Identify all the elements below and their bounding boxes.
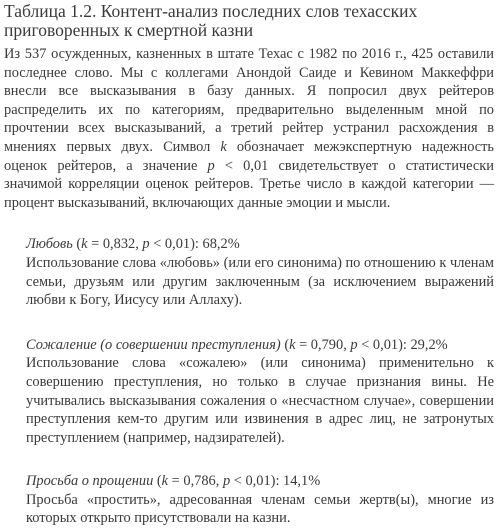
category-term: Просьба о прощении [26, 473, 154, 490]
intro-text-3: < 0,01 свидетельствует о статистически значимой корреляции оценок рейтеров. Третье число в каждой категории — процент высказываний, включающих данные эмоции и мысли. [4, 157, 494, 211]
category-heading [26, 472, 494, 491]
stats-p-symbol: p [222, 473, 231, 490]
intro-text-1: Из 537 осужденных, казненных в штате Техас с 1982 по 2016 г., 425 оставили последнее слово. Мы с коллегами Анондой Саиде и Кевином Маккеффри внесли все высказывания в базу данных. Я попросил двух рейтеров распределить их по категориям, предварительно выделенным мной по прочтении всех высказываний, а третий рейтер устранил расхождения в мнениях первых двух. Символ [4, 46, 494, 155]
table-title-line-2: приговоренных к смертной казни [4, 20, 254, 40]
stats-k-value: = 0,832, [87, 236, 143, 253]
table-title-line-1: Таблица 1.2. Контент-анализ последних слов техасских [4, 1, 418, 21]
category-description: Использование слова «любовь» (или его синонима) по отношению к членам семьи, друзьям или другим заключенным (за исключением выражений любви к Богу, Иисусу или Аллаху). [26, 254, 494, 309]
category-heading [26, 336, 494, 355]
category-stats [153, 473, 320, 489]
category-entry-regret [4, 336, 494, 448]
stats-k-symbol: k [161, 473, 169, 490]
category-heading [26, 235, 494, 254]
stats-open: ( [153, 473, 162, 490]
stats-p-value: < 0,01): 14,1% [230, 473, 321, 490]
category-description: Использование слова «сожалею» (или синонима) применительно к совершению преступления, но только в случае признания вины. Не учитывались высказывания сожаления о «несчастном случае», совершении преступления кем-то другим или извинения в адрес лиц, не затронутых преступлением (например, надзирателей). [26, 355, 494, 446]
intro-symbol-p: p [207, 157, 215, 174]
stats-open: ( [72, 236, 82, 253]
stats-p-symbol: p [142, 236, 150, 253]
table-title [4, 2, 494, 40]
category-entry-love [4, 235, 494, 309]
intro-text-2: обозначает межэкспертную надежность оценок рейтеров, а значение [4, 138, 494, 174]
stats-k-value: = 0,786, [168, 473, 223, 490]
stats-open: ( [280, 336, 290, 353]
stats-p-value: < 0,01): 29,2% [357, 336, 448, 353]
stats-k-symbol: k [289, 336, 296, 353]
stats-k-value: = 0,790, [295, 336, 351, 353]
stats-k-symbol: k [81, 236, 88, 253]
stats-p-symbol: p [350, 336, 358, 353]
intro-paragraph [4, 45, 494, 212]
category-term: Сожаление (о совершении преступления) [26, 336, 281, 353]
category-stats [281, 337, 448, 353]
category-entry-forgiveness [4, 472, 494, 528]
stats-p-value: < 0,01): 68,2% [149, 236, 240, 253]
category-stats [73, 236, 240, 252]
intro-symbol-k: k [220, 138, 227, 155]
category-description: Просьба «простить», адресованная членам семьи жертв(ы), многие из которых открыто присутствовали на казни. [26, 491, 494, 527]
category-term: Любовь [26, 236, 73, 253]
